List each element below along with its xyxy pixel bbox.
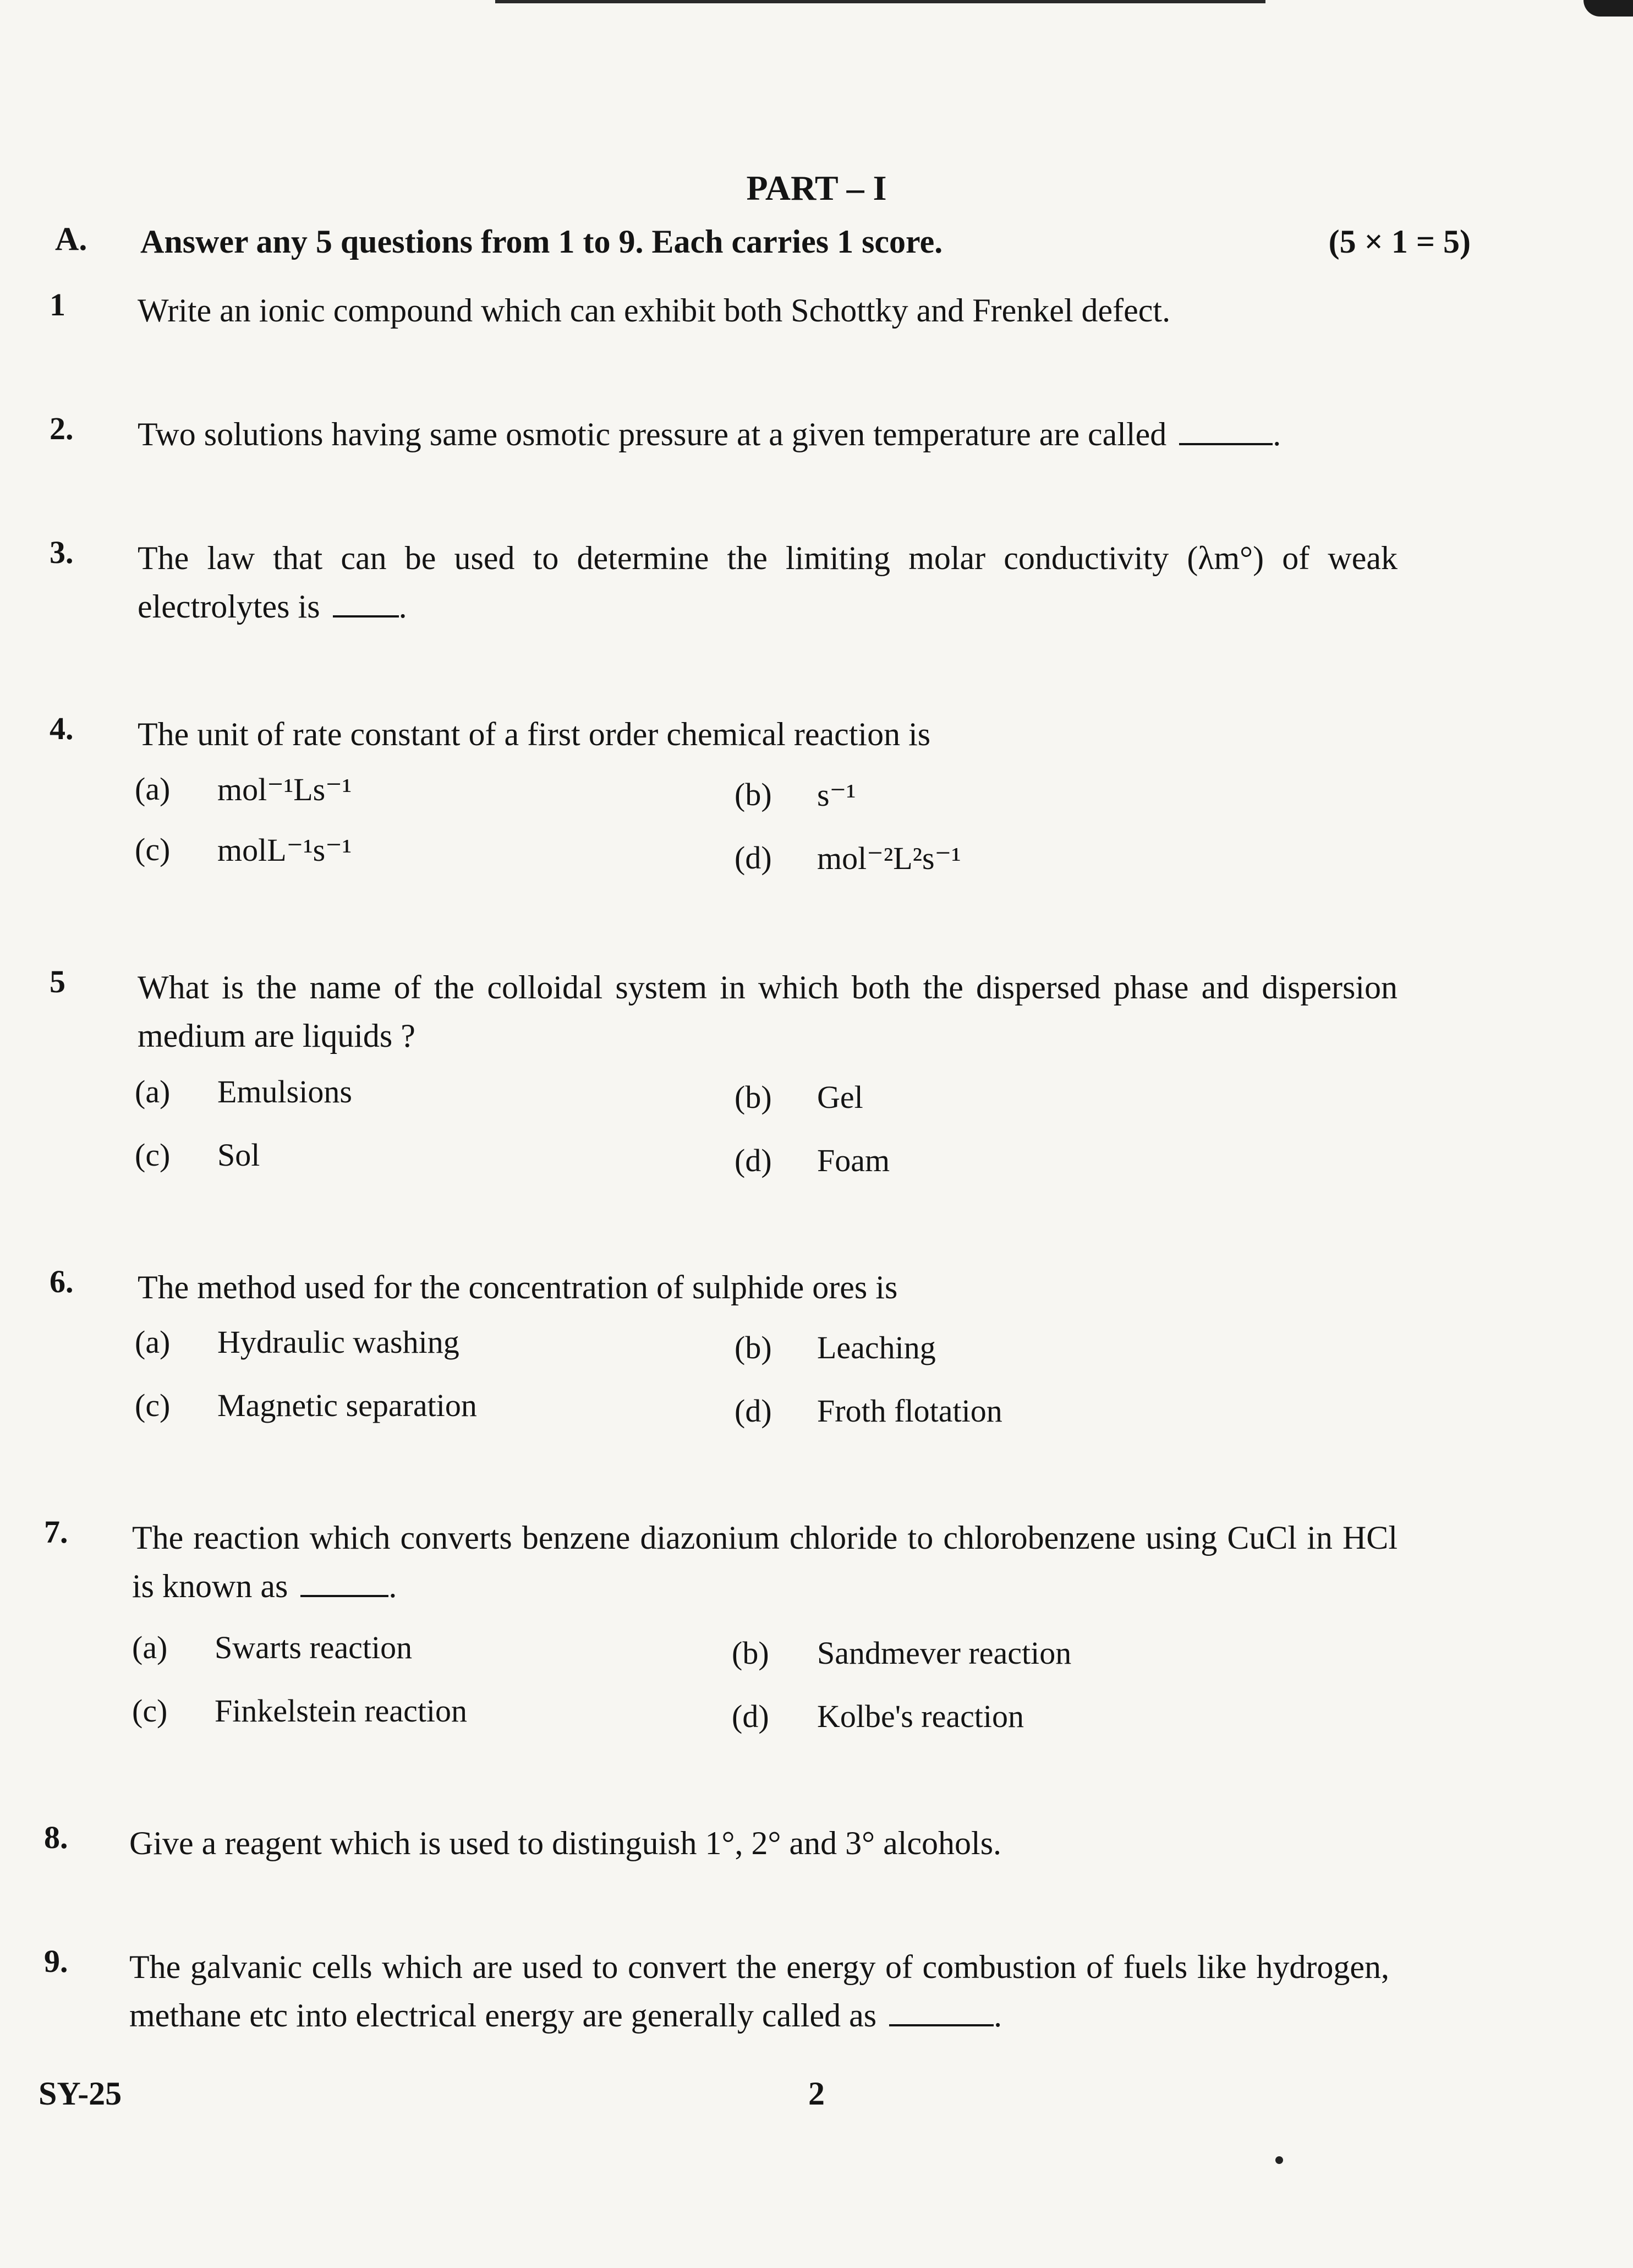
option-label: (c) <box>135 832 171 867</box>
question-text-block <box>129 1943 1389 2040</box>
option-label: (c) <box>135 1387 171 1423</box>
option-text: mol⁻²L²s⁻¹ <box>817 840 961 876</box>
question-number: 5 <box>50 964 65 999</box>
option-text: Sol <box>217 1137 260 1173</box>
question-text: The reaction which converts benzene diazonium chloride to chlorobenzene using CuCl in HCl is known as <box>132 1520 1398 1604</box>
answer-blank <box>889 2019 994 2026</box>
page-number: 2 <box>808 2075 825 2112</box>
question-text: The law that can be used to determine the limiting molar conductivity (λm°) of weak electrolytes is <box>138 540 1398 625</box>
answer-blank <box>333 610 399 617</box>
section-marks: (5 × 1 = 5) <box>1328 223 1471 260</box>
option-text: Kolbe's reaction <box>817 1698 1024 1734</box>
answer-blank <box>300 1589 388 1597</box>
question-tail: . <box>994 1997 1002 2034</box>
question-number: 4. <box>50 711 74 746</box>
option-label: (a) <box>135 771 171 807</box>
option-text: Finkelstein reaction <box>215 1693 468 1729</box>
option-label: (b) <box>732 1635 769 1671</box>
question-number: 1 <box>50 287 65 323</box>
question-text-block <box>132 1513 1398 1610</box>
question-tail: . <box>388 1568 397 1604</box>
option-text: Magnetic separation <box>217 1387 477 1423</box>
question-text-block <box>138 534 1398 631</box>
section-instruction: Answer any 5 questions from 1 to 9. Each carries 1 score. <box>140 223 943 260</box>
option-label: (a) <box>132 1630 168 1665</box>
option-label: (b) <box>735 1330 772 1365</box>
question-tail: . <box>398 588 407 625</box>
option-text: Foam <box>817 1143 890 1178</box>
question-number: 7. <box>44 1514 68 1550</box>
option-text: s⁻¹ <box>817 777 856 813</box>
corner-mark <box>1583 0 1633 17</box>
question-text: The unit of rate constant of a first order chemical reaction is <box>138 716 931 752</box>
question-text: The method used for the concentration of sulphide ores is <box>138 1269 898 1305</box>
question-number: 3. <box>50 534 74 570</box>
question-number: 6. <box>50 1264 74 1299</box>
part-title: PART – I <box>746 168 887 207</box>
option-text: Swarts reaction <box>215 1630 413 1665</box>
question-text: Two solutions having same osmotic pressure at a given temperature are called <box>138 416 1167 452</box>
option-label: (a) <box>135 1074 171 1110</box>
option-label: (c) <box>135 1137 171 1173</box>
question-tail: . <box>1273 416 1281 452</box>
option-label: (d) <box>732 1698 769 1734</box>
option-text: molL⁻¹s⁻¹ <box>217 832 352 868</box>
question-text: Give a reagent which is used to distinguish 1°, 2° and 3° alcohols. <box>129 1825 1002 1861</box>
question-number: 9. <box>44 1943 68 1979</box>
option-label: (d) <box>735 840 772 876</box>
paper-code: SY-25 <box>39 2075 122 2112</box>
option-text: Leaching <box>817 1330 936 1365</box>
option-text: Sandmever reaction <box>817 1635 1072 1671</box>
question-text: The galvanic cells which are used to convert the energy of combustion of fuels like hydrogen, methane etc into electrical energy are generally called as <box>129 1949 1389 2034</box>
option-label: (b) <box>735 777 772 812</box>
option-text: mol⁻¹Ls⁻¹ <box>217 772 352 807</box>
section-letter: A. <box>55 221 87 257</box>
option-label: (d) <box>735 1393 772 1429</box>
option-label: (a) <box>135 1324 171 1360</box>
option-label: (b) <box>735 1079 772 1115</box>
question-text-block <box>138 410 1398 458</box>
option-text: Hydraulic washing <box>217 1324 459 1360</box>
question-text: What is the name of the colloidal system in which both the dispersed phase and dispersion medium are liquids ? <box>138 969 1398 1054</box>
stray-dot <box>1275 2156 1283 2164</box>
question-number: 8. <box>44 1819 68 1855</box>
question-text: Write an ionic compound which can exhibit both Schottky and Frenkel defect. <box>138 292 1171 329</box>
top-border-line <box>495 0 1265 3</box>
answer-blank <box>1179 438 1273 445</box>
question-number: 2. <box>50 411 74 446</box>
option-text: Emulsions <box>217 1074 352 1110</box>
option-text: Gel <box>817 1079 863 1115</box>
option-label: (c) <box>132 1693 168 1729</box>
option-label: (d) <box>735 1143 772 1178</box>
option-text: Froth flotation <box>817 1393 1002 1429</box>
